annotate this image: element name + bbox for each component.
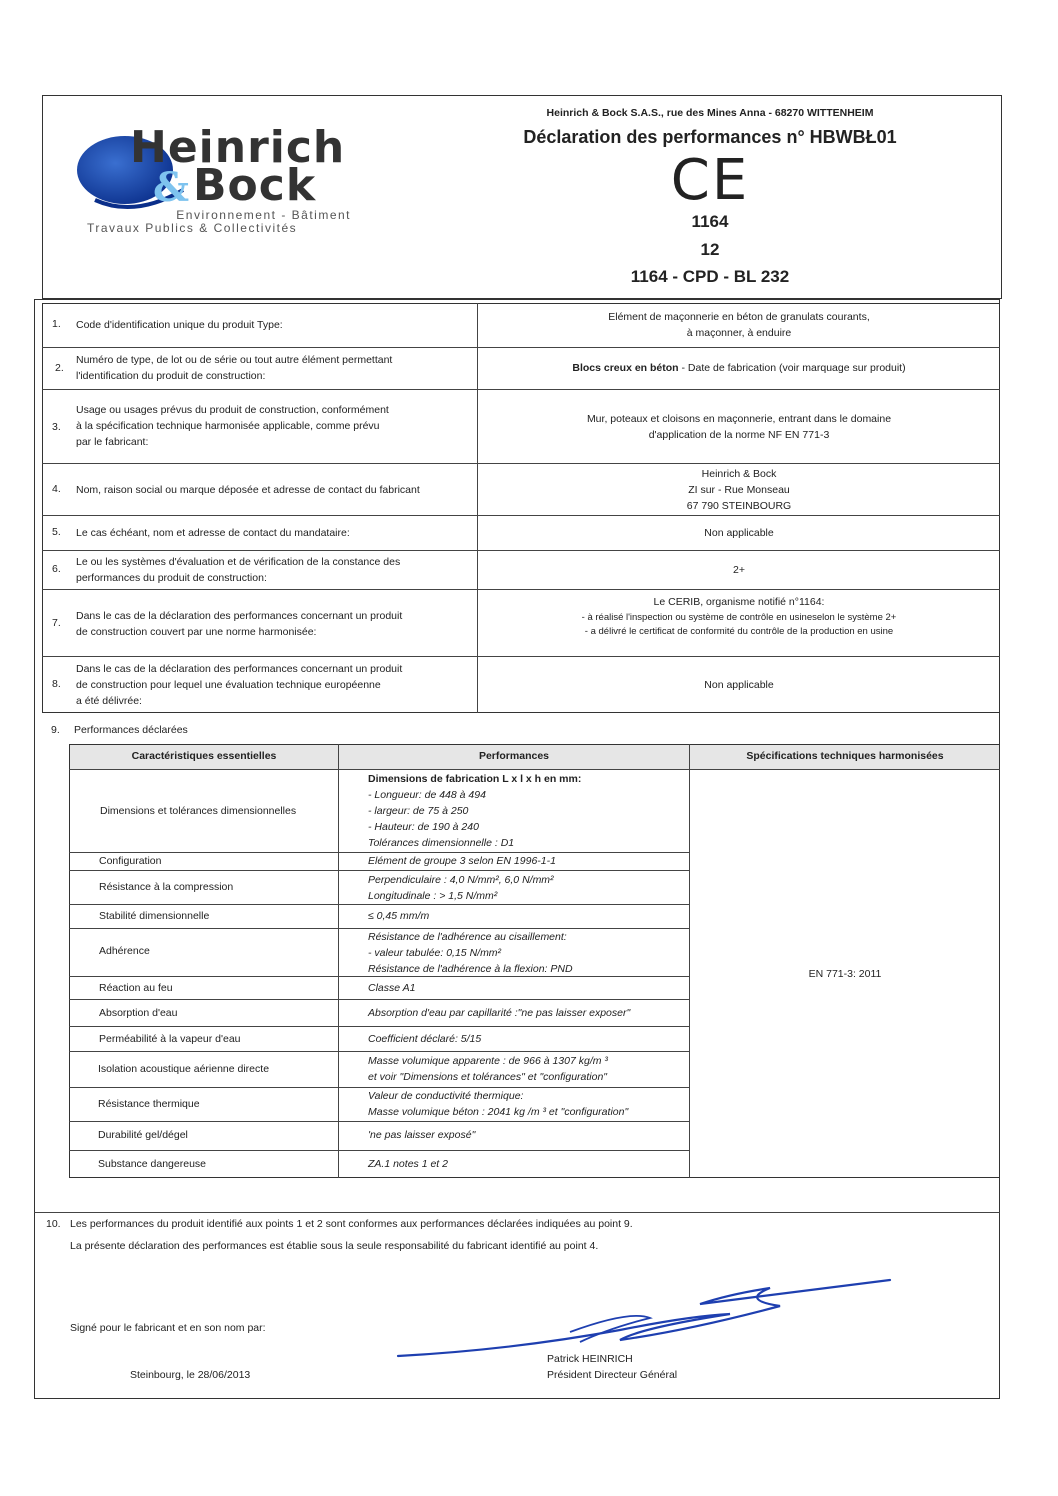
item-8-label-line-3: a été délivrée: [76, 695, 142, 707]
item-6-number: 6. [52, 563, 61, 575]
item-3-label-line-3: par le fabricant: [76, 436, 149, 448]
signature-icon [390, 1270, 910, 1370]
row-2-perf-line-1: Elément de groupe 3 selon EN 1996-1-1 [368, 855, 556, 867]
item-7-number: 7. [52, 617, 61, 629]
col-header-specifications: Spécifications techniques harmonisées [746, 750, 944, 762]
signer-name: Patrick HEINRICH [547, 1353, 633, 1365]
item-2-value-bold: Blocs creux en béton [572, 362, 679, 374]
section-9-number: 9. [51, 724, 60, 736]
row-11-characteristic: Durabilité gel/dégel [98, 1129, 188, 1141]
row-7-perf-line-1: Absorption d'eau par capillarité :"ne pas laisser exposer" [368, 1007, 631, 1019]
row-1-perf-head: Dimensions de fabrication L x l x h en mm: [368, 773, 582, 785]
item-8-number: 8. [52, 678, 61, 690]
row-5-characteristic: Adhérence [99, 945, 150, 957]
item-3-number: 3. [52, 421, 61, 433]
row-1-perf-line-1: - Longueur: de 448 à 494 [368, 789, 486, 801]
logo-tagline-2: Travaux Publics & Collectivités [87, 221, 298, 235]
row-9-characteristic: Isolation acoustique aérienne directe [98, 1063, 270, 1075]
item-5-number: 5. [52, 526, 61, 538]
item-3-value-line-2: d'application de la norme NF EN 771-3 [648, 429, 830, 441]
item-8-label-line-1: Dans le cas de la déclaration des performances concernant un produit [76, 663, 403, 675]
item-1-value-line-2: à maçonner, à enduire [686, 327, 792, 339]
item-4-value-line-3: 67 790 STEINBOURG [686, 500, 792, 512]
col-header-characteristics: Caractéristiques essentielles [70, 750, 338, 762]
item-2-number: 2. [55, 362, 64, 374]
row-4-characteristic: Stabilité dimensionnelle [99, 910, 210, 922]
item-4-label: Nom, raison social ou marque déposée et adresse de contact du fabricant [76, 484, 420, 496]
section-9-title: Performances déclarées [74, 724, 188, 736]
item-6-label-line-2: performances du produit de construction: [76, 572, 267, 584]
row-12-perf-line-1: ZA.1 notes 1 et 2 [368, 1158, 448, 1170]
company-address: Heinrich & Bock S.A.S., rue des Mines Anna - 68270 WITTENHEIM [546, 107, 874, 119]
row-1-perf-line-2: - largeur: de 75 à 250 [368, 805, 469, 817]
item-5-value: Non applicable [704, 527, 774, 539]
row-5-perf-line-1: Résistance de l'adhérence au cisaillement: [368, 931, 567, 943]
row-10-perf-line-2: Masse volumique béton : 2041 kg /m ³ et "configuration" [368, 1106, 629, 1118]
certificate-number: 1164 - CPD - BL 232 [630, 267, 790, 286]
row-4-perf-line-1: ≤ 0,45 mm/m [368, 910, 430, 922]
row-11-perf-line-1: 'ne pas laisser exposé" [368, 1129, 476, 1141]
item-7-value-line-1: Le CERIB, organisme notifié n°1164: [653, 596, 825, 608]
col-header-performances: Performances [478, 750, 550, 762]
ce-mark: CE [670, 148, 750, 213]
item-3-value-line-1: Mur, poteaux et cloisons en maçonnerie, entrant dans le domaine [586, 413, 892, 425]
item-5-label: Le cas échéant, nom et adresse de contact du mandataire: [76, 527, 350, 539]
document-title: Déclaration des performances n° HBWBŁ01 [523, 127, 897, 147]
row-12-characteristic: Substance dangereuse [98, 1158, 206, 1170]
row-1-perf-line-3: - Hauteur: de 190 à 240 [368, 821, 479, 833]
row-3-perf-line-1: Perpendiculaire : 4,0 N/mm², 6,0 N/mm² [368, 874, 554, 886]
item-8-label-line-2: de construction pour lequel une évaluation technique européenne [76, 679, 381, 691]
item-3-label-line-1: Usage ou usages prévus du produit de construction, conformément [76, 404, 389, 416]
row-5-perf-line-3: Résistance de l'adhérence à la flexion: PND [368, 963, 573, 975]
item-8-value: Non applicable [704, 679, 774, 691]
logo-bock: Bock [193, 160, 317, 211]
row-9-perf-line-1: Masse volumique apparente : de 966 à 1307 kg/m ³ [368, 1055, 608, 1067]
row-8-perf-line-1: Coefficient déclaré: 5/15 [368, 1033, 482, 1045]
item-2-value [478, 360, 1000, 376]
item-4-value-line-1: Heinrich & Bock [701, 468, 777, 480]
row-8-characteristic: Perméabilité à la vapeur d'eau [99, 1033, 241, 1045]
section-10-number: 10. [46, 1218, 61, 1230]
ce-number: 1164 [691, 212, 729, 231]
logo-tagline-1: Environnement - Bâtiment [176, 208, 351, 222]
item-7-value-line-3: - a délivré le certificat de conformité du contrôle de la production en usine [584, 626, 894, 637]
row-3-perf-line-2: Longitudinale : > 1,5 N/mm² [368, 890, 498, 902]
row-3-characteristic: Résistance à la compression [99, 881, 234, 893]
item-1-label: Code d'identification unique du produit Type: [76, 319, 283, 331]
company-logo [75, 118, 365, 238]
row-7-characteristic: Absorption d'eau [99, 1007, 178, 1019]
row-1-characteristic: Dimensions et tolérances dimensionnelles [100, 805, 297, 817]
item-2-label-line-1: Numéro de type, de lot ou de série ou tout autre élément permettant [76, 354, 393, 366]
ce-year: 12 [700, 240, 720, 259]
row-9-perf-line-2: et voir "Dimensions et tolérances" et "configuration" [368, 1071, 608, 1083]
row-1-perf-line-4: Tolérances dimensionnelle : D1 [368, 837, 515, 849]
logo-ampersand: & [153, 164, 190, 211]
item-7-label-line-1: Dans le cas de la déclaration des performances concernant un produit [76, 610, 403, 622]
item-2-label-line-2: l'identification du produit de construction: [76, 370, 266, 382]
signer-title: Président Directeur Général [547, 1369, 678, 1381]
item-6-value: 2+ [733, 564, 745, 576]
row-6-characteristic: Réaction au feu [99, 982, 173, 994]
item-6-label-line-1: Le ou les systèmes d'évaluation et de vérification de la constance des [76, 556, 401, 568]
item-1-value-line-1: Elément de maçonnerie en béton de granulats courants, [608, 311, 870, 323]
item-7-label-line-2: de construction couvert par une norme harmonisée: [76, 626, 317, 638]
signed-for-label: Signé pour le fabricant et en son nom par: [70, 1322, 266, 1334]
row-6-perf-line-1: Classe A1 [368, 982, 416, 994]
row-2-characteristic: Configuration [99, 855, 162, 867]
item-2-value-rest: - Date de fabrication (voir marquage sur produit) [678, 362, 906, 374]
place-and-date: Steinbourg, le 28/06/2013 [130, 1369, 251, 1381]
row-10-perf-line-1: Valeur de conductivité thermique: [368, 1090, 524, 1102]
item-4-value-line-2: ZI sur - Rue Monseau [688, 484, 790, 496]
row-5-perf-line-2: - valeur tabulée: 0,15 N/mm² [368, 947, 502, 959]
item-3-label-line-2: à la spécification technique harmonisée applicable, comme prévu [76, 420, 380, 432]
section-10-line-1: Les performances du produit identifié aux points 1 et 2 sont conformes aux performances déclarées indiquées au point 9. [70, 1218, 633, 1230]
section-10-line-2: La présente déclaration des performances est établie sous la seule responsabilité du fabricant identifié au point 4. [70, 1240, 599, 1252]
row-10-characteristic: Résistance thermique [98, 1098, 200, 1110]
item-4-number: 4. [52, 483, 61, 495]
harmonised-specification: EN 771-3: 2011 [808, 968, 882, 980]
logo-heinrich: Heinrich [130, 122, 346, 173]
item-7-value-line-2: - à réalisé l'inspection ou système de contrôle en usineselon le système 2+ [581, 612, 897, 623]
item-1-number: 1. [52, 318, 61, 330]
